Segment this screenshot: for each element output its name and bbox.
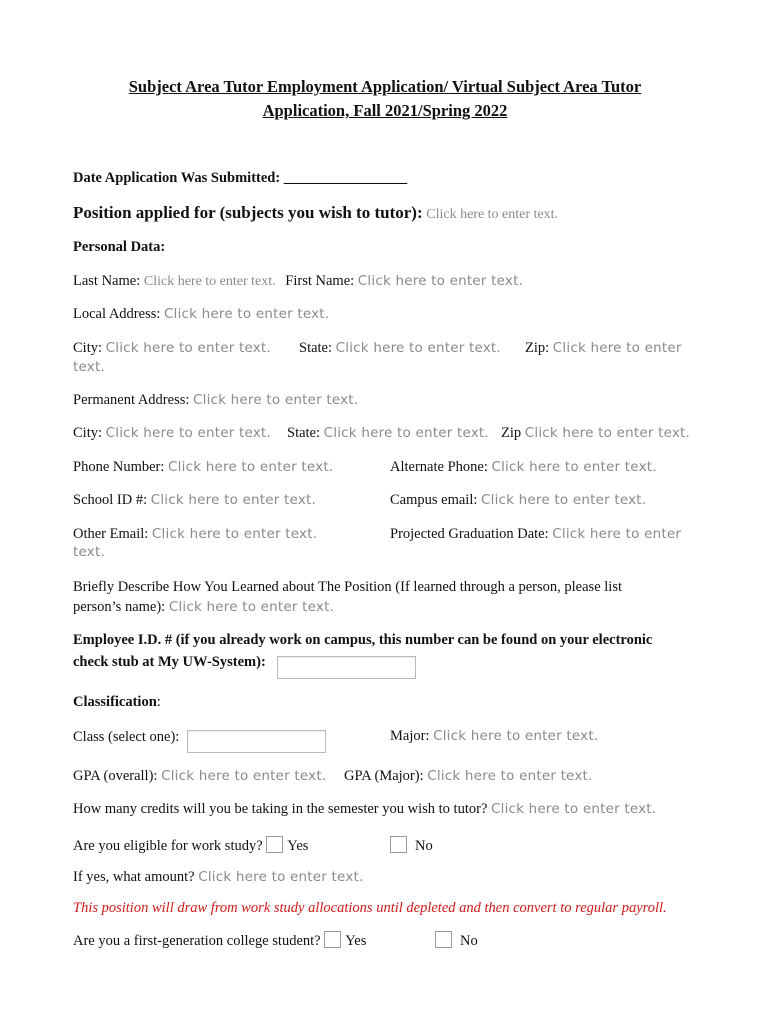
local-zip-field[interactable]: Click here to enter xyxy=(552,340,682,356)
major-field[interactable]: Click here to enter text. xyxy=(433,728,599,744)
work-study-notice: This position will draw from work study allocations until depleted and then convert to regular payroll. xyxy=(73,900,667,916)
school-id-field[interactable]: Click here to enter text. xyxy=(150,492,316,508)
campus-email-field[interactable]: Click here to enter text. xyxy=(481,492,647,508)
alt-phone-wrap xyxy=(390,459,657,476)
position-row xyxy=(73,203,558,223)
local-state-label: State: xyxy=(299,340,333,356)
learned-label: person’s name): xyxy=(73,599,166,615)
first-gen-no-label: No xyxy=(460,933,478,949)
learned-line-2 xyxy=(73,599,334,616)
local-address-row xyxy=(73,306,329,323)
first-name-label: First Name: xyxy=(285,273,355,289)
grad-date-label: Projected Graduation Date: xyxy=(390,526,549,542)
amount-field[interactable]: Click here to enter text. xyxy=(198,869,364,885)
local-address-label: Local Address: xyxy=(73,306,161,322)
employee-id-input[interactable] xyxy=(277,656,416,679)
local-city-label-wrap xyxy=(73,340,271,357)
local-zip-wrap xyxy=(525,340,682,357)
permanent-address-row xyxy=(73,392,358,409)
gpa-overall-label: GPA (overall): xyxy=(73,768,158,784)
classification-heading xyxy=(73,694,161,711)
perm-state-label: State: xyxy=(287,425,321,441)
permanent-address-field[interactable]: Click here to enter text. xyxy=(193,392,359,408)
phone-label: Phone Number: xyxy=(73,459,165,475)
perm-city-field[interactable]: Click here to enter text. xyxy=(105,425,271,441)
perm-state-wrap xyxy=(287,425,489,442)
work-study-no-label: No xyxy=(415,838,433,854)
local-state-wrap xyxy=(299,340,501,357)
position-field[interactable]: Click here to enter text. xyxy=(426,207,559,222)
perm-zip-label: Zip xyxy=(501,425,522,441)
work-study-yes-checkbox[interactable] xyxy=(266,836,283,853)
first-gen-yes-checkbox[interactable] xyxy=(324,931,341,948)
perm-state-field[interactable]: Click here to enter text. xyxy=(323,425,489,441)
other-email-label: Other Email: xyxy=(73,526,149,542)
work-study-no-checkbox[interactable] xyxy=(390,836,407,853)
learned-field[interactable]: Click here to enter text. xyxy=(168,599,335,615)
gpa-major-label: GPA (Major): xyxy=(344,768,424,784)
school-id-wrap xyxy=(73,492,316,509)
work-study-no-wrap xyxy=(390,836,433,855)
gpa-overall-field[interactable]: Click here to enter text. xyxy=(161,768,327,784)
first-gen-no-wrap xyxy=(435,931,478,950)
local-address-field[interactable]: Click here to enter text. xyxy=(164,306,330,322)
school-id-label: School ID #: xyxy=(73,492,148,508)
first-name-field[interactable]: Click here to enter text. xyxy=(357,273,524,289)
grad-date-field[interactable]: Click here to enter xyxy=(552,526,682,542)
campus-email-label: Campus email: xyxy=(390,492,478,508)
other-email-cont xyxy=(73,544,105,561)
permanent-address-label: Permanent Address: xyxy=(73,392,190,408)
first-gen-label: Are you a first-generation college student? xyxy=(73,933,321,949)
perm-zip-wrap xyxy=(501,425,690,442)
local-zip-label: Zip: xyxy=(525,340,550,356)
major-label: Major: xyxy=(390,728,430,744)
class-label: Class (select one): xyxy=(73,729,180,745)
perm-zip-field[interactable]: Click here to enter text. xyxy=(524,425,691,441)
local-zip-field-cont[interactable]: text. xyxy=(73,359,105,375)
classification-colon: : xyxy=(156,694,161,710)
work-study-label: Are you eligible for work study? xyxy=(73,838,263,854)
phone-field[interactable]: Click here to enter text. xyxy=(168,459,334,475)
date-submitted-row xyxy=(73,170,407,187)
alt-phone-field[interactable]: Click here to enter text. xyxy=(491,459,657,475)
work-study-yes-label: Yes xyxy=(287,838,309,854)
work-study-row xyxy=(73,836,308,855)
phone-wrap xyxy=(73,459,333,476)
credits-field[interactable]: Click here to enter text. xyxy=(491,801,657,817)
other-email-field-cont[interactable]: text. xyxy=(73,544,105,560)
perm-city-label: City: xyxy=(73,425,103,441)
local-zip-wrap-cont xyxy=(73,359,105,376)
perm-city-wrap xyxy=(73,425,271,442)
other-email-field[interactable]: Click here to enter text. xyxy=(151,526,318,542)
alt-phone-label: Alternate Phone: xyxy=(390,459,488,475)
position-label: Position applied for (subjects you wish to tutor): xyxy=(73,203,423,222)
first-gen-row xyxy=(73,931,366,950)
form-title-line-1: Subject Area Tutor Employment Application/ Virtual Subject Area Tutor xyxy=(128,77,642,96)
first-gen-no-checkbox[interactable] xyxy=(435,931,452,948)
major-wrap xyxy=(390,728,598,745)
date-submitted-label: Date Application Was Submitted: xyxy=(73,170,281,186)
form-title-line-2: Application, Fall 2021/Spring 2022 xyxy=(262,101,508,120)
class-select[interactable] xyxy=(187,730,326,753)
amount-label: If yes, what amount? xyxy=(73,869,195,885)
form-title xyxy=(0,75,770,123)
employee-id-line-1: Employee I.D. # (if you already work on campus, this number can be found on your electronic xyxy=(73,632,653,648)
gpa-major-field[interactable]: Click here to enter text. xyxy=(427,768,593,784)
local-city-label: City: xyxy=(73,340,103,356)
last-name-field[interactable]: Click here to enter text. xyxy=(143,274,276,289)
grad-date-wrap xyxy=(390,526,681,543)
gpa-overall-wrap xyxy=(73,768,326,785)
classification-label: Classification xyxy=(73,694,157,710)
gpa-major-wrap xyxy=(344,768,593,785)
employee-id-line-2: check stub at My UW-System): xyxy=(73,654,266,670)
name-row xyxy=(73,273,523,290)
other-email-wrap xyxy=(73,526,317,543)
learned-line-1: Briefly Describe How You Learned about The Position (If learned through a person, please list xyxy=(73,579,622,595)
personal-data-heading: Personal Data: xyxy=(73,239,166,255)
local-city-field[interactable]: Click here to enter text. xyxy=(105,340,271,356)
credits-label: How many credits will you be taking in the semester you wish to tutor? xyxy=(73,801,488,817)
amount-row xyxy=(73,869,364,886)
local-state-field[interactable]: Click here to enter text. xyxy=(335,340,501,356)
last-name-label: Last Name: xyxy=(73,273,141,289)
first-gen-yes-label: Yes xyxy=(345,933,367,949)
date-submitted-blank[interactable]: _________________ xyxy=(283,170,408,186)
campus-email-wrap xyxy=(390,492,646,509)
credits-row xyxy=(73,801,656,818)
